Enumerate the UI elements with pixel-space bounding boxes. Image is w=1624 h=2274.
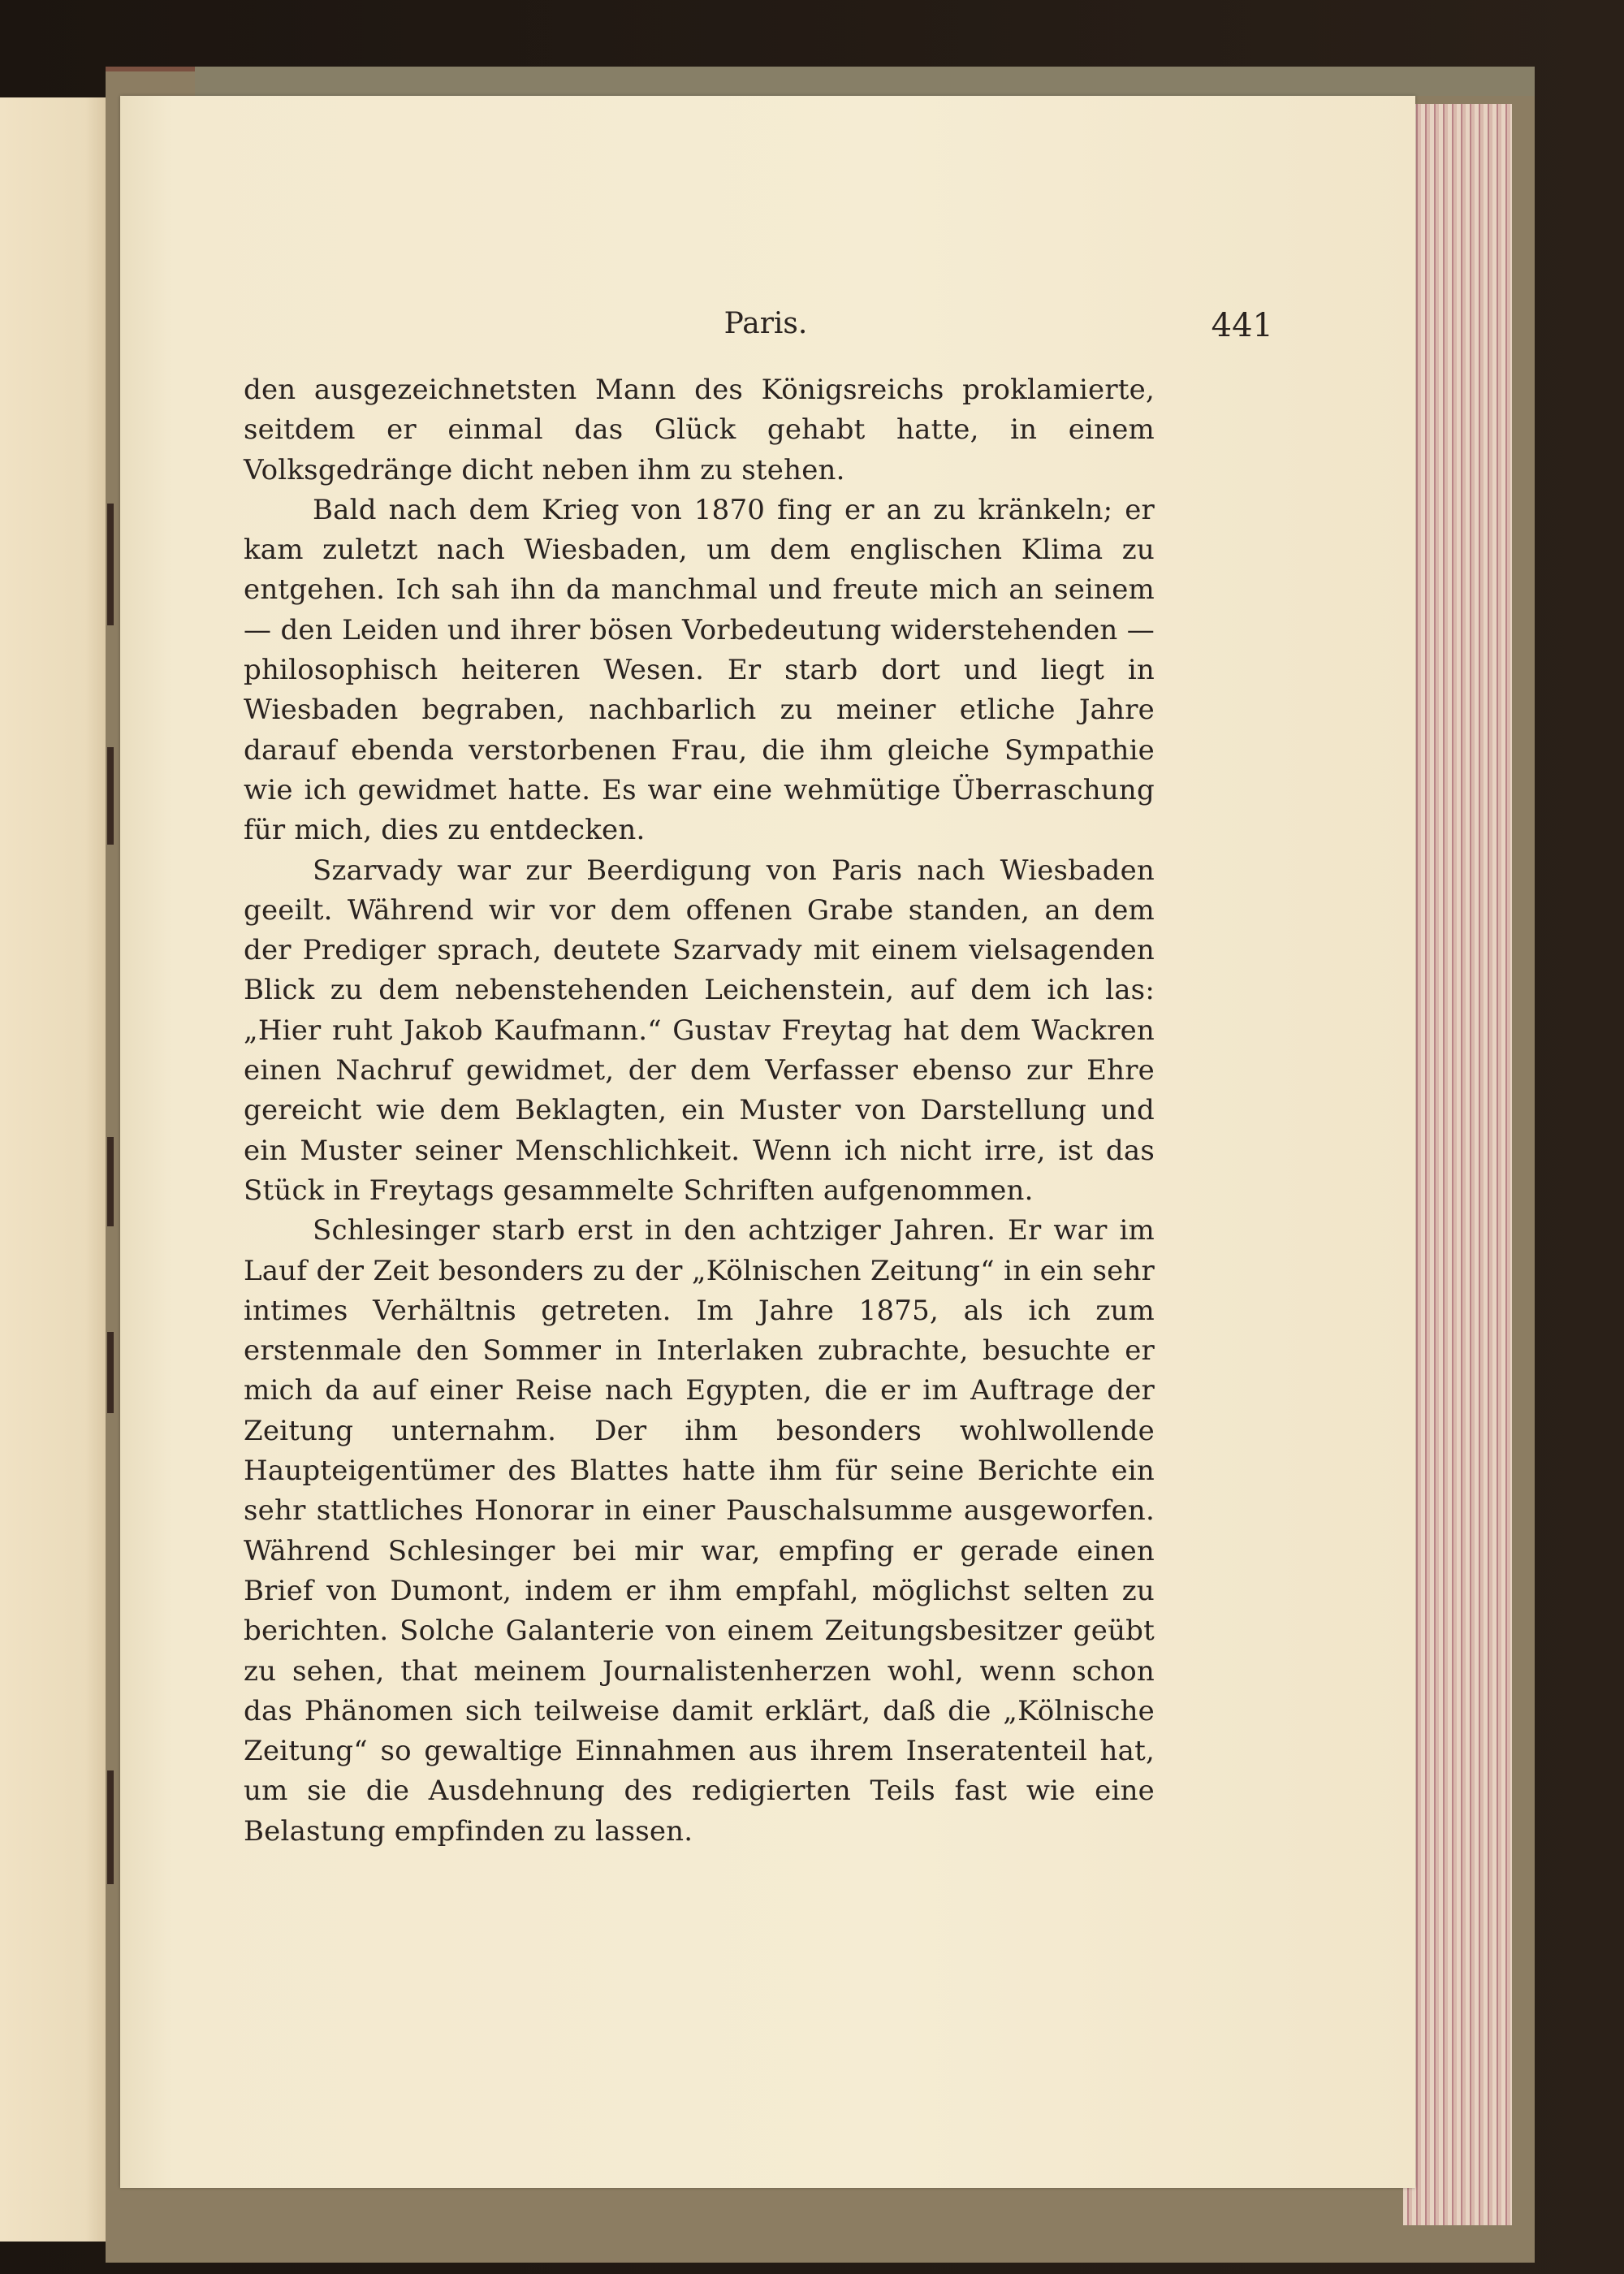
running-head <box>120 307 1415 356</box>
body-text <box>244 370 1155 1852</box>
cover-top-band <box>195 67 1535 96</box>
page-edges <box>1403 104 1512 2225</box>
paragraph: Bald nach dem Krieg von 1870 fing er an zu kränkeln; er kam zuletzt nach Wiesbaden, um dem englischen Klima zu entgehen. Ich sah ihn da manchmal und freute mich an seinem — den Leiden und ihrer bösen Vorbedeutung widerstehenden — philosophisch heiteren Wesen. Er starb dort und liegt in Wiesbaden begraben, nachbarlich zu meiner etliche Jahre darauf ebenda verstorbenen Frau, die ihm gleiche Sympathie wie ich gewidmet hatte. Es war eine wehmütige Überraschung für mich, dies zu entdecken. <box>244 493 1155 847</box>
paragraph: Szarvady war zur Beerdigung von Paris nach Wiesbaden geeilt. Während wir vor dem offenen Grabe standen, an dem der Prediger sprach, deutete Szarvady mit einem vielsagenden Blick zu dem nebenstehenden Leichenstein, auf dem ich las: „Hier ruht Jakob Kaufmann.“ Gustav Freytag hat dem Wackren einen Nachruf gewidmet, der dem Verfasser ebenso zur Ehre gereicht wie dem Beklagten, ein Muster von Darstellung und ein Muster seiner Menschlichkeit. Wenn ich nicht irre, ist das Stück in Freytags gesammelte Schriften aufgenommen. <box>244 854 1155 1207</box>
facing-page-edge <box>0 97 122 2242</box>
page-number: 441 <box>1211 307 1273 344</box>
running-title: Paris. <box>723 307 808 340</box>
gutter-marks <box>107 504 114 1884</box>
paragraph: den ausgezeichnetsten Mann des Königsreichs proklamierte, seitdem er einmal das Glück gehabt hatte, in einem Volksgedränge dicht neben ihm zu stehen. <box>244 374 1155 486</box>
paragraph: Schlesinger starb erst in den achtziger Jahren. Er war im Lauf der Zeit besonders zu der „Kölnischen Zeitung“ in ein sehr intimes Verhältnis getreten. Im Jahre 1875, als ich zum erstenmale den Sommer in Interlaken zubrachte, besuchte er mich da auf einer Reise nach Egypten, die er im Auftrage der Zeitung unternahm. Der ihm besonders wohlwollende Haupteigentümer des Blattes hatte ihm für seine Berichte ein sehr stattliches Honorar in einer Pauschalsumme ausgeworfen. Während Schlesinger bei mir war, empfing er gerade einen Brief von Dumont, indem er ihm empfahl, möglichst selten zu berichten. Solche Galanterie von einem Zeitungsbesitzer geübt zu sehen, that meinem Journalistenherzen wohl, wenn schon das Phänomen sich teilweise damit erklärt, daß die „Kölnische Zeitung“ so gewaltige Einnahmen aus ihrem Inseratenteil hat, um sie die Ausdehnung des redigierten Teils fast wie eine Belastung empfinden zu lassen. <box>244 1214 1155 1848</box>
